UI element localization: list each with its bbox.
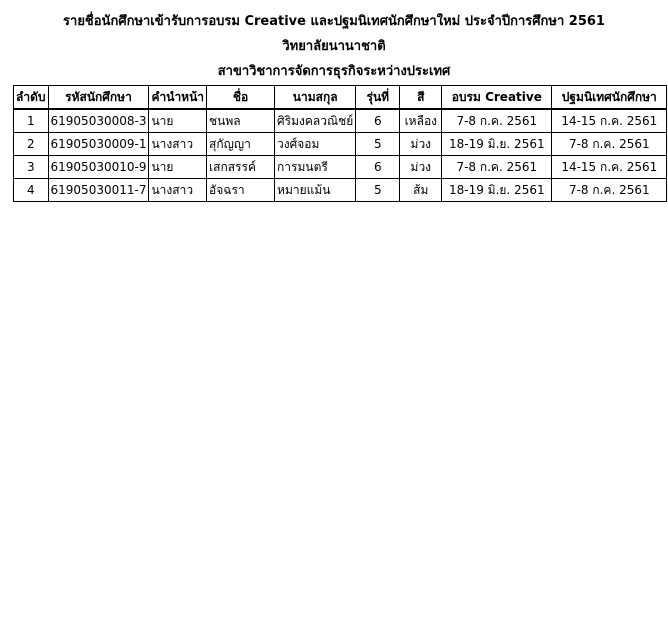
cell-order: 2 bbox=[14, 133, 49, 156]
cell-last-name: หมายแม้น bbox=[275, 179, 356, 202]
cell-prefix: นางสาว bbox=[149, 179, 207, 202]
column-header-order: ลำดับ bbox=[14, 86, 49, 110]
cell-student-id: 61905030009-1 bbox=[48, 133, 149, 156]
student-roster-table bbox=[13, 85, 667, 202]
cell-prefix: นาย bbox=[149, 156, 207, 179]
table-row bbox=[14, 179, 667, 202]
cell-first-name: เสกสรรค์ bbox=[207, 156, 275, 179]
cell-first-name: สุกัญญา bbox=[207, 133, 275, 156]
column-header-first-name: ชื่อ bbox=[207, 86, 275, 110]
cell-first-name: อัจฉรา bbox=[207, 179, 275, 202]
cell-color: ม่วง bbox=[400, 156, 442, 179]
cell-creative-date: 7-8 ก.ค. 2561 bbox=[442, 156, 552, 179]
department-name: สาขาวิชาการจัดการธุรกิจระหว่างประเทศ bbox=[217, 64, 451, 79]
column-header-last-name: นามสกุล bbox=[275, 86, 356, 110]
cell-color: ม่วง bbox=[400, 133, 442, 156]
cell-last-name: ศิริมงคลวณิชย์ bbox=[275, 109, 356, 133]
cell-creative-date: 7-8 ก.ค. 2561 bbox=[442, 109, 552, 133]
cell-batch: 6 bbox=[356, 109, 400, 133]
column-header-orientation: ปฐมนิเทศนักศึกษา bbox=[552, 86, 667, 110]
cell-creative-date: 18-19 มิ.ย. 2561 bbox=[442, 133, 552, 156]
cell-prefix: นาย bbox=[149, 109, 207, 133]
column-header-student-id: รหัสนักศึกษา bbox=[48, 86, 149, 110]
cell-orientation-date: 14-15 ก.ค. 2561 bbox=[552, 156, 667, 179]
cell-order: 1 bbox=[14, 109, 49, 133]
cell-color: เหลือง bbox=[400, 109, 442, 133]
cell-student-id: 61905030010-9 bbox=[48, 156, 149, 179]
cell-student-id: 61905030011-7 bbox=[48, 179, 149, 202]
cell-batch: 5 bbox=[356, 179, 400, 202]
cell-prefix: นางสาว bbox=[149, 133, 207, 156]
cell-order: 4 bbox=[14, 179, 49, 202]
cell-first-name: ชนพล bbox=[207, 109, 275, 133]
cell-student-id: 61905030008-3 bbox=[48, 109, 149, 133]
cell-batch: 5 bbox=[356, 133, 400, 156]
table-row bbox=[14, 109, 667, 133]
column-header-batch: รุ่นที่ bbox=[356, 86, 400, 110]
cell-last-name: วงศ์จอม bbox=[275, 133, 356, 156]
cell-last-name: การมนตรี bbox=[275, 156, 356, 179]
column-header-prefix: คำนำหน้า bbox=[149, 86, 207, 110]
table-header-row bbox=[14, 86, 667, 110]
cell-orientation-date: 7-8 ก.ค. 2561 bbox=[552, 133, 667, 156]
cell-order: 3 bbox=[14, 156, 49, 179]
cell-color: ส้ม bbox=[400, 179, 442, 202]
column-header-color: สี bbox=[400, 86, 442, 110]
table-row bbox=[14, 133, 667, 156]
cell-orientation-date: 14-15 ก.ค. 2561 bbox=[552, 109, 667, 133]
column-header-creative-training: อบรม Creative bbox=[442, 86, 552, 110]
document-title: รายชื่อนักศึกษาเข้ารับการอบรม Creative และปฐมนิเทศนักศึกษาใหม่ ประจำปีการศึกษา 2561 bbox=[63, 14, 605, 29]
cell-creative-date: 18-19 มิ.ย. 2561 bbox=[442, 179, 552, 202]
table-row bbox=[14, 156, 667, 179]
cell-orientation-date: 7-8 ก.ค. 2561 bbox=[552, 179, 667, 202]
cell-batch: 6 bbox=[356, 156, 400, 179]
college-name: วิทยาลัยนานาชาติ bbox=[282, 39, 386, 54]
